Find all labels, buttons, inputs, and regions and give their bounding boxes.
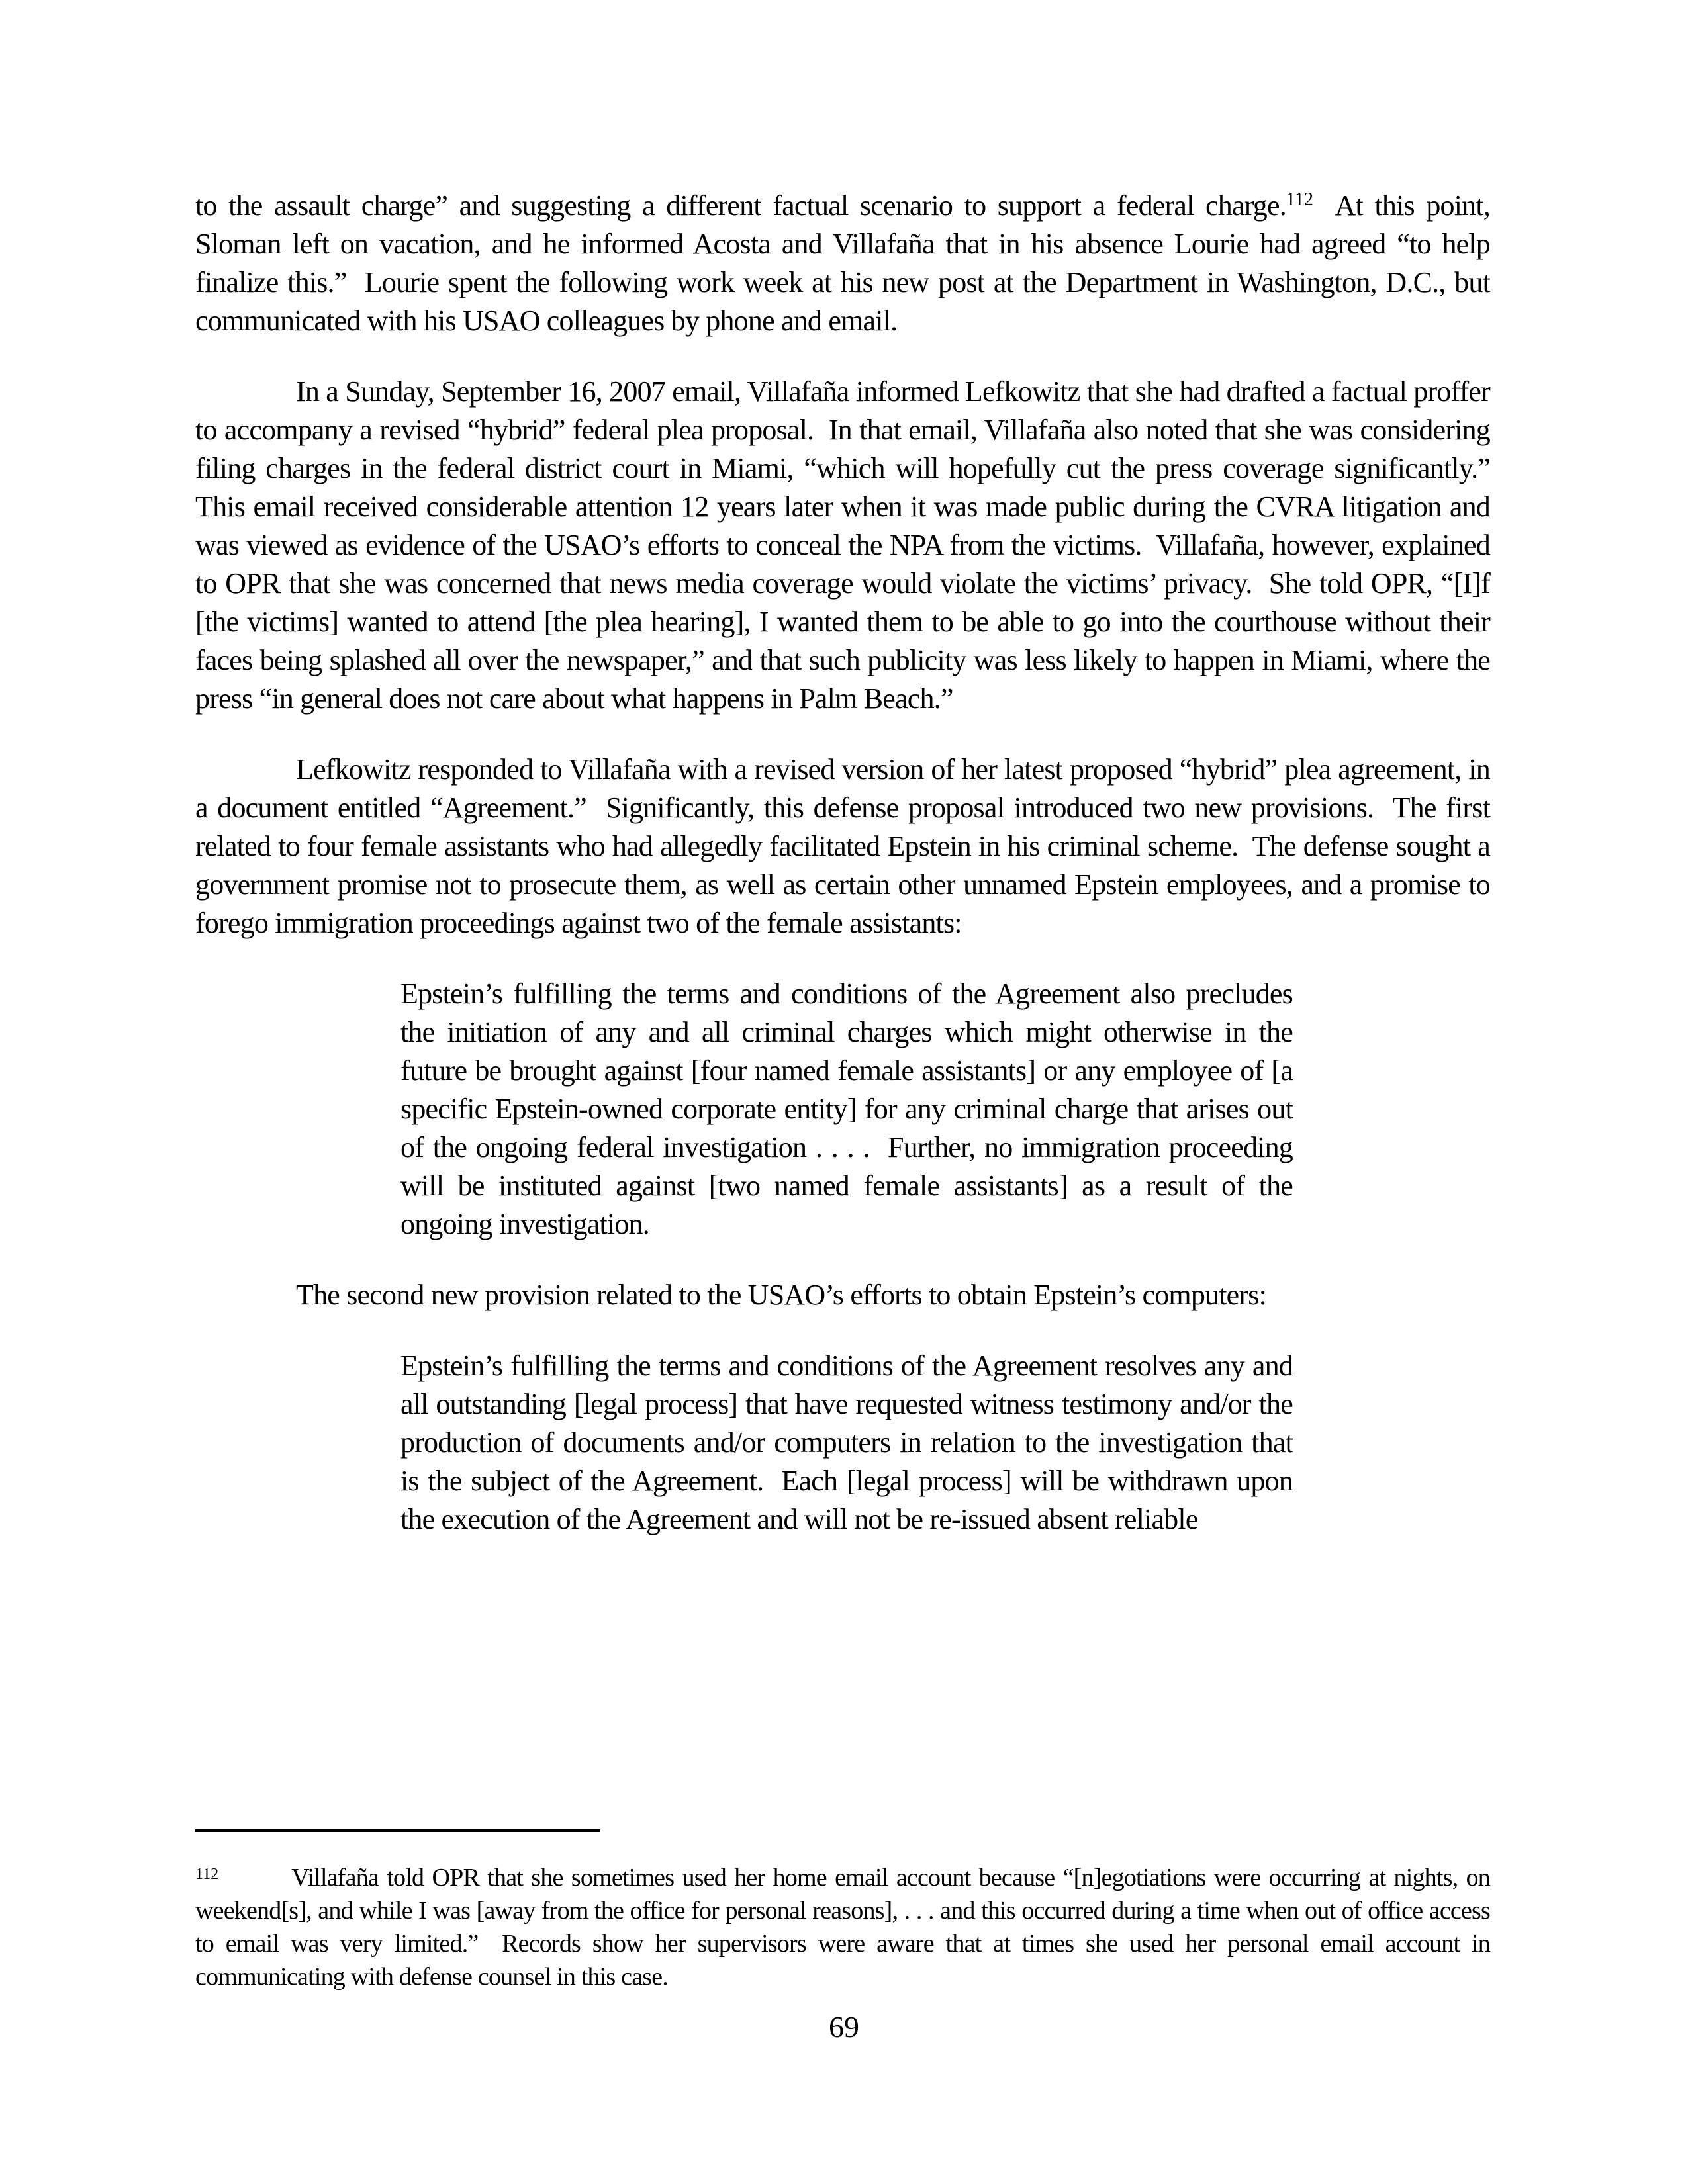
footnote-separator <box>195 1829 600 1832</box>
paragraph-4: The second new provision related to the USAO’s efforts to obtain Epstein’s computers: <box>296 1279 1267 1311</box>
paragraph-3: Lefkowitz responded to Villafaña with a revised version of her latest proposed “hybrid” plea agreement, in a document entitled “Agreement.” Significantly, this defense proposal introduced two new provisions. The first related to four female assistants who had allegedly facilitated Epstein in his criminal scheme. The defense sought a government promise not to prosecute them, as well as certain other unnamed Epstein employees, and a promise to forego immigration proceedings against two of the female assistants: <box>195 753 1497 939</box>
document-body <box>195 187 1504 1539</box>
footnote-text: Villafaña told OPR that she sometimes used her home email account because “[n]egotiations were occurring at nights, on weekend[s], and while I was [away from the office for personal reasons], . . . and this occurred during a time when out of office access to email was very limited.” Records show her supervisors were aware that at times she used her personal email account in communicating with defense counsel in this case. <box>195 1864 1496 1991</box>
page-number: 69 <box>829 2010 859 2044</box>
blockquote-2: Epstein’s fulfilling the terms and conditions of the Agreement resolves any and all outstanding [legal process] that have requested witness testimony and/or the production of documents and/or computers in relation to the investigation that is the subject of the Agreement. Each [legal process] will be withdrawn upon the execution of the Agreement and will not be re-issued absent reliable <box>400 1349 1300 1535</box>
paragraph-1-continuation: At this point, Sloman left on vacation, and he informed Acosta and Villafaña that in his absence Lourie had agreed “to help finalize this.” Lourie spent the following work week at his new post at the Department in Washington, D.C., but communicated with his USAO colleagues by phone and email. <box>195 189 1497 337</box>
footnote-section <box>195 1829 1496 1993</box>
footnote-number: 112 <box>195 1866 219 1883</box>
blockquote-1: Epstein’s fulfilling the terms and conditions of the Agreement also precludes the initiation of any and all criminal charges which might otherwise in the future be brought against [four named female assistants] or any employee of [a specific Epstein-owned corporate entity] for any criminal charge that arises out of the ongoing federal investigation . . . . Further, no immigration proceeding will be instituted against [two named female assistants] as a result of the ongoing investigation. <box>400 978 1300 1240</box>
paragraph-2: In a Sunday, September 16, 2007 email, Villafaña informed Lefkowitz that she had drafted a factual proffer to accompany a revised “hybrid” federal plea proposal. In that email, Villafaña also noted that she was considering filing charges in the federal district court in Miami, “which will hopefully cut the press coverage significantly.” This email received considerable attention 12 years later when it was made public during the CVRA litigation and was viewed as evidence of the USAO’s efforts to conceal the NPA from the victims. Villafaña, however, explained to OPR that she was concerned that news media coverage would violate the victims’ privacy. She told OPR, “[I]f [the victims] wanted to attend [the plea hearing], I wanted them to be able to go into the courthouse without their faces being splashed all over the newspaper,” and that such publicity was less likely to happen in Miami, where the press “in general does not care about what happens in Palm Beach.” <box>195 375 1504 715</box>
paragraph-1 <box>195 187 1497 340</box>
footnote-112 <box>195 1861 1496 1993</box>
paragraph-1-text: to the assault charge” and suggesting a different factual scenario to support a federal charge. <box>195 189 1286 222</box>
footnote-ref-112: 112 <box>1286 189 1313 210</box>
